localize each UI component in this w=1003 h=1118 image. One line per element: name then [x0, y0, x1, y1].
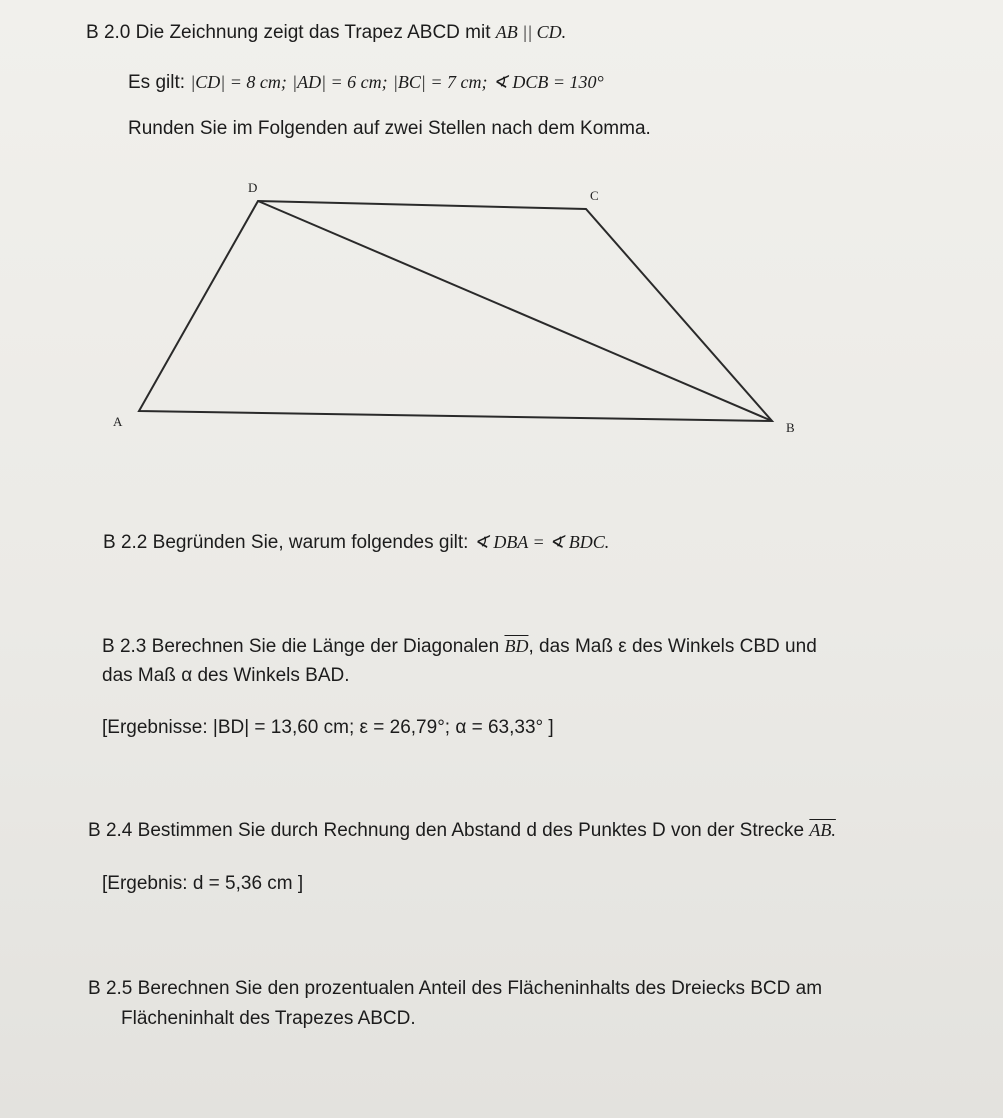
task-b24-var-ab: AB. — [809, 820, 836, 840]
task-b24-text: B 2.4 Bestimmen Sie durch Rechnung den Abstand d des Punktes D von der Strecke — [88, 820, 805, 841]
diagonal-bd — [258, 201, 772, 421]
task-b20-label: B 2.0 — [86, 22, 131, 43]
given-bc: |BC| = 7 cm; — [392, 72, 488, 92]
task-b24-line — [88, 820, 836, 842]
task-b22-formula: ∢ DBA = ∢ BDC. — [473, 532, 610, 552]
given-angle: ∢ DCB = 130° — [492, 72, 604, 92]
task-b24-result: [Ergebnis: d = 5,36 cm ] — [102, 873, 304, 894]
task-b20-parallel: AB || CD. — [495, 22, 567, 42]
vertex-label-c: C — [590, 188, 599, 203]
task-b23-line1 — [102, 636, 817, 658]
task-b20-text: Die Zeichnung zeigt das Trapez ABCD mit — [135, 22, 491, 43]
task-b23-text-post: , das Maß ε des Winkels CBD und — [528, 636, 817, 657]
rounding-note: Runden Sie im Folgenden auf zwei Stellen nach dem Komma. — [128, 118, 651, 139]
task-b22-line — [103, 532, 609, 554]
task-b23-text: B 2.3 Berechnen Sie die Länge der Diagonalen — [102, 636, 500, 657]
vertex-label-d: D — [248, 180, 258, 195]
trapezoid-outline — [139, 201, 772, 421]
task-b23-var-bd: $\overline{BD}$ — [504, 636, 529, 656]
task-b23-result: [Ergebnisse: |BD| = 13,60 cm; ε = 26,79°; α = 63,33° ] — [102, 717, 554, 738]
given-cd: |CD| = 8 cm; — [190, 72, 287, 92]
vertex-label-b: B — [786, 420, 795, 435]
task-b25-line1: B 2.5 Berechnen Sie den prozentualen Anteil des Flächeninhalts des Dreiecks BCD am — [88, 978, 823, 999]
task-b25-line2: Flächeninhalt des Trapezes ABCD. — [121, 1008, 416, 1029]
task-b23-line2: das Maß α des Winkels BAD. — [102, 665, 350, 686]
vertex-label-a: A — [113, 414, 123, 429]
task-b22-text: B 2.2 Begründen Sie, warum folgendes gilt: — [103, 532, 469, 553]
given-ad: |AD| = 6 cm; — [292, 72, 388, 92]
given-intro: Es gilt: — [128, 72, 186, 93]
